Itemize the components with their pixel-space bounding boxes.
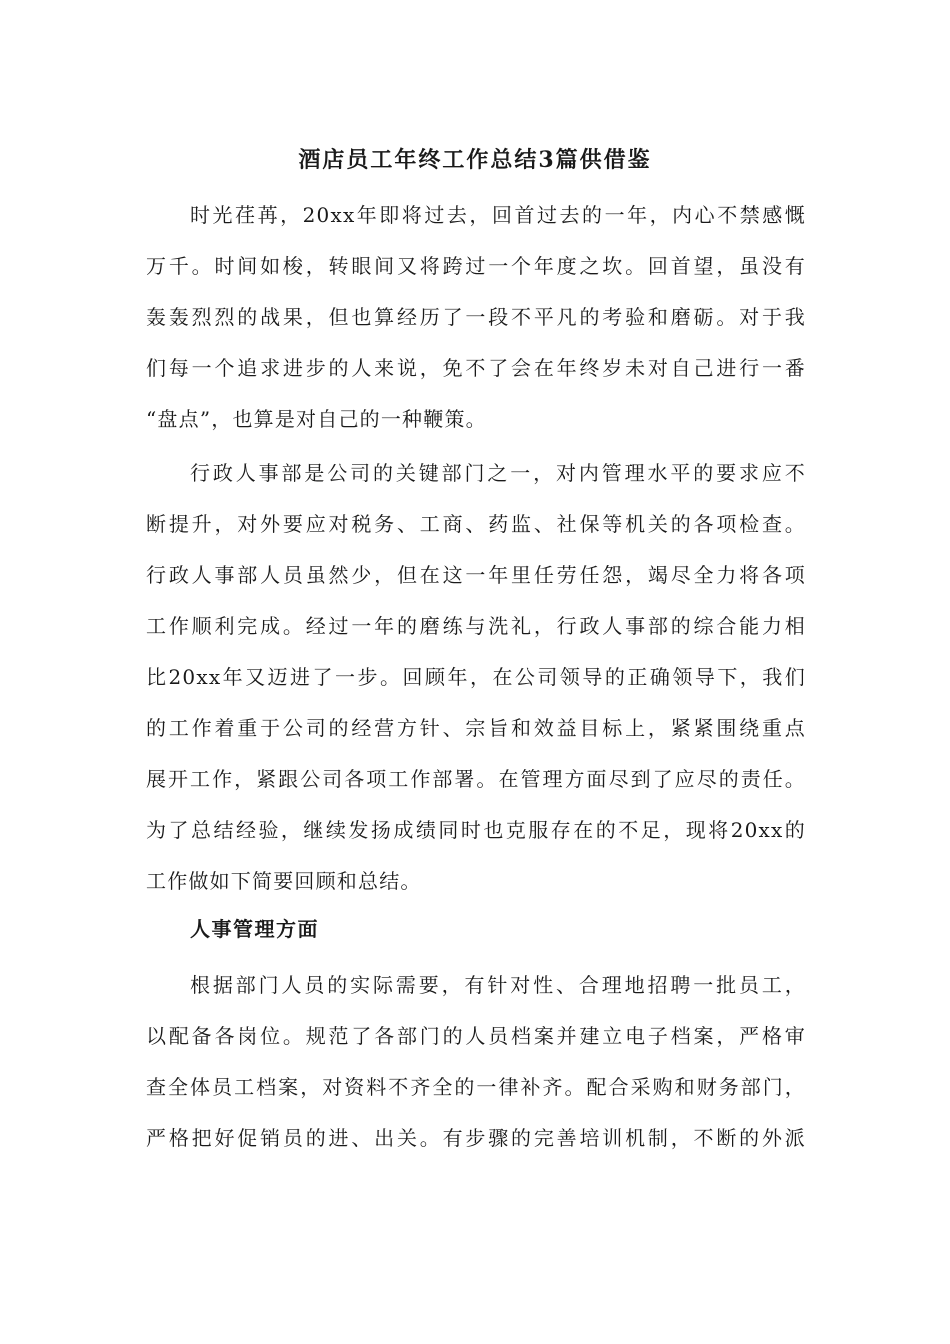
paragraph-line: “盘点”，也算是对自己的一种鞭策。 bbox=[146, 407, 487, 431]
document-title: 酒店员工年终工作总结3篇供借鉴 bbox=[298, 147, 652, 173]
paragraph-hr-department bbox=[146, 448, 806, 907]
paragraph-line: 轰轰烈烈的战果，但也算经历了一段不平凡的考验和磨砺。对于我 bbox=[146, 305, 806, 329]
paragraph-line: 们每一个追求进步的人来说，免不了会在年终岁未对自己进行一番 bbox=[146, 356, 806, 380]
paragraph-line: 的工作着重于公司的经营方针、宗旨和效益目标上，紧紧围绕重点 bbox=[146, 716, 806, 740]
paragraph-line: 以配备各岗位。规范了各部门的人员档案并建立电子档案，严格审 bbox=[146, 1024, 806, 1048]
paragraph-line: 工作做如下简要回顾和总结。 bbox=[146, 869, 422, 893]
paragraph-line: 时光荏苒，20xx年即将过去，回首过去的一年，内心不禁感慨 bbox=[190, 203, 806, 227]
section-heading: 人事管理方面 bbox=[190, 917, 319, 941]
paragraph-intro bbox=[146, 190, 806, 445]
paragraph-line: 断提升，对外要应对税务、工商、药监、社保等机关的各项检查。 bbox=[146, 512, 806, 536]
paragraph-line: 行政人事部人员虽然少，但在这一年里任劳任怨，竭尽全力将各项 bbox=[146, 563, 806, 587]
paragraph-line: 根据部门人员的实际需要，有针对性、合理地招聘一批员工， bbox=[190, 973, 806, 997]
paragraph-line: 工作顺利完成。经过一年的磨练与洗礼，行政人事部的综合能力相 bbox=[146, 614, 806, 638]
paragraph-personnel bbox=[146, 960, 806, 1164]
paragraph-line: 行政人事部是公司的关键部门之一，对内管理水平的要求应不 bbox=[190, 461, 806, 485]
paragraph-line: 展开工作，紧跟公司各项工作部署。在管理方面尽到了应尽的责任。 bbox=[146, 767, 806, 791]
paragraph-line: 查全体员工档案，对资料不齐全的一律补齐。配合采购和财务部门， bbox=[146, 1075, 806, 1099]
paragraph-line: 比20xx年又迈进了一步。回顾年，在公司领导的正确领导下，我们 bbox=[146, 665, 806, 689]
paragraph-line: 万千。时间如梭，转眼间又将跨过一个年度之坎。回首望，虽没有 bbox=[146, 254, 806, 278]
paragraph-line: 严格把好促销员的进、出关。有步骤的完善培训机制，不断的外派 bbox=[146, 1126, 806, 1150]
paragraph-line: 为了总结经验，继续发扬成绩同时也克服存在的不足，现将20xx的 bbox=[146, 818, 806, 842]
